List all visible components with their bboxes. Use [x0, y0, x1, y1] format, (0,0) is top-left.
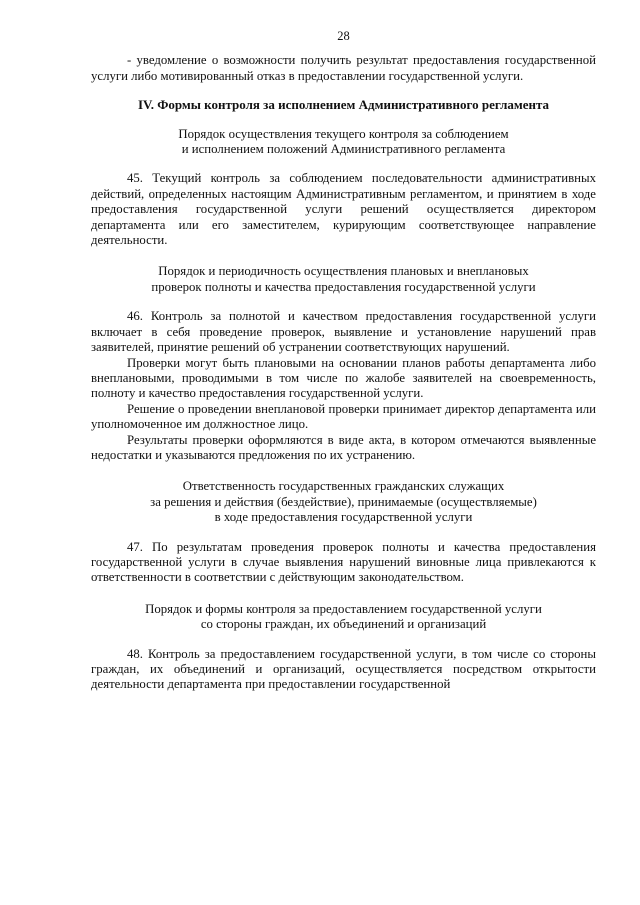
paragraph-inspection-results: Результаты проверки оформляются в виде акта, в котором отмечаются выявленные недостатки и указываются предложения по их устранению.: [91, 432, 596, 462]
paragraph-48: 48. Контроль за предоставлением государственной услуги, в том числе со стороны граждан, их объединений и организаций, осуществляется посредством открытости деятельности департамента при предоставлении государственной: [91, 646, 596, 692]
paragraph-45: 45. Текущий контроль за соблюдением последовательности административных действий, определенных настоящим Административным регламентом, и принятием в ходе предоставления государственной услуги решений осуществляется директором департамента или его заместителем, курирующим соответствующее направление деятельности.: [91, 171, 596, 248]
paragraph-47: 47. По результатам проведения проверок полноты и качества предоставления государственной услуги в случае выявления нарушений виновные лица привлекаются к ответственности в соответствии с действующим законодательством.: [91, 539, 596, 585]
subsection-heading-line: Порядок и формы контроля за предоставлением государственной услуги: [145, 601, 542, 616]
subsection-heading-line: Порядок и периодичность осуществления плановых и внеплановых: [158, 264, 529, 279]
intro-paragraph: - уведомление о возможности получить результат предоставления государственной услуги либо мотивированный отказ в предоставлении государственной услуги.: [91, 53, 596, 83]
section-title: IV. Формы контроля за исполнением Административного регламента: [137, 97, 550, 113]
subsection-heading-line: за решения и действия (бездействие), принимаемые (осуществляемые): [150, 494, 537, 509]
subsection-heading-line: проверок полноты и качества предоставления государственной услуги: [151, 279, 536, 294]
paragraph-inspections-types: Проверки могут быть плановыми на основании планов работы департамента либо внеплановыми, проводимыми в том числе по жалобе заявителей на своевременность, полноту и качество предоставления государственной услуги.: [91, 355, 596, 401]
subsection-responsibility: [91, 479, 596, 585]
subsection-heading-line: и исполнением положений Административного регламента: [181, 142, 506, 157]
subsection-current-control: [91, 127, 596, 249]
paragraph-unscheduled-decision: Решение о проведении внеплановой проверки принимает директор департамента или уполномоченное им должностное лицо.: [91, 401, 596, 432]
page-number: 28: [337, 29, 350, 43]
subsection-heading-line: в ходе предоставления государственной услуги: [214, 510, 473, 525]
subsection-inspections: [91, 264, 596, 463]
subsection-heading-line: Ответственность государственных гражданских служащих: [182, 479, 505, 494]
paragraph-46: 46. Контроль за полнотой и качеством предоставления государственной услуги включает в себя проведение проверок, выявление и установление нарушений прав заявителей, принятие решений об устранении соответствующих нарушений.: [91, 309, 596, 355]
subsection-heading-line: Порядок осуществления текущего контроля за соблюдением: [178, 126, 509, 141]
subsection-heading-line: со стороны граждан, их объединений и организаций: [200, 617, 487, 632]
subsection-public-control: [91, 602, 596, 693]
